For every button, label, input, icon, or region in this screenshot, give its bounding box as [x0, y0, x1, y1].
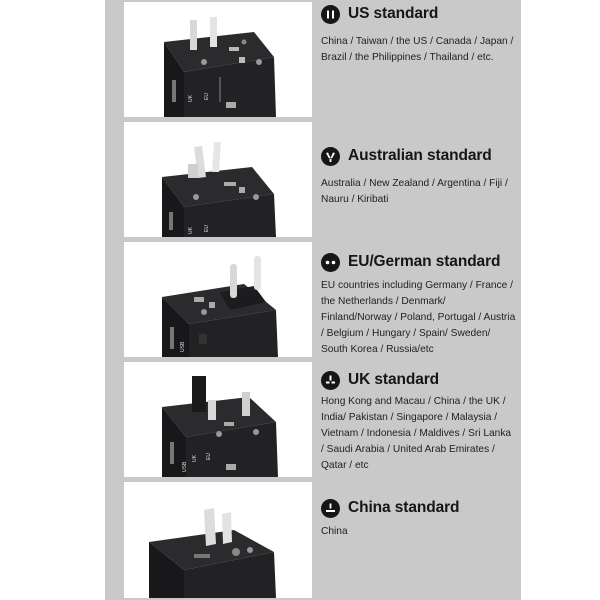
- label-eu: EU: [204, 93, 210, 100]
- section-title: China standard: [348, 499, 460, 516]
- label-usb: USB: [180, 341, 186, 352]
- adapter-us-plug-photo: [124, 2, 312, 117]
- section-description: China / Taiwan / the US / Canada / Japan / Brazil / the Philippines / Thailand / etc.: [321, 36, 514, 63]
- section-au-standard: [124, 122, 516, 237]
- section-title: US standard: [348, 5, 439, 22]
- section-description: China: [321, 526, 348, 537]
- uk-plug-icon: [321, 371, 340, 390]
- label-eu: EU: [204, 225, 210, 232]
- adapter-cn-plug-photo: [124, 482, 312, 598]
- label-usb: USB: [182, 461, 188, 472]
- label-eu: EU: [206, 453, 212, 460]
- adapter-uk-plug-photo: [124, 362, 312, 477]
- section-info: [321, 122, 516, 208]
- page-margin-left: [0, 0, 105, 600]
- us-plug-icon: [321, 5, 340, 24]
- section-us-standard: [124, 2, 516, 117]
- au-plug-icon: [321, 147, 340, 166]
- section-uk-standard: [124, 362, 516, 477]
- cn-plug-icon: [321, 499, 340, 518]
- label-uk: UK: [192, 455, 198, 462]
- section-title: EU/German standard: [348, 253, 501, 270]
- label-uk: UK: [188, 227, 194, 234]
- section-cn-standard: [124, 482, 516, 598]
- section-title: Australian standard: [348, 147, 492, 164]
- adapter-au-plug-photo: [124, 122, 312, 237]
- section-description: Hong Kong and Macau / China / the UK / India/ Pakistan / Singapore / Malaysia / Vietnam / Indonesia / Maldives / Sri Lanka / Saudi Arabia / United Arab Emirates / Qatar / etc: [321, 396, 512, 471]
- label-uk: UK: [188, 95, 194, 102]
- eu-plug-icon: [321, 253, 340, 272]
- section-info: [321, 2, 516, 66]
- adapter-eu-plug-photo: [124, 242, 312, 357]
- section-description: EU countries including Germany / France / the Netherlands / Denmark/ Finland/Norway / Poland, Portugal / Austria / Belgium / Hungary / Spain/ Sweden/ South Korea / Russia/etc: [321, 280, 516, 355]
- section-info: [321, 362, 516, 474]
- section-eu-standard: [124, 242, 516, 357]
- section-title: UK standard: [348, 371, 440, 388]
- section-info: [321, 242, 516, 358]
- section-description: Australia / New Zealand / Argentina / Fiji / Nauru / Kiribati: [321, 178, 508, 205]
- page-margin-right: [521, 0, 600, 600]
- section-info: [321, 482, 516, 540]
